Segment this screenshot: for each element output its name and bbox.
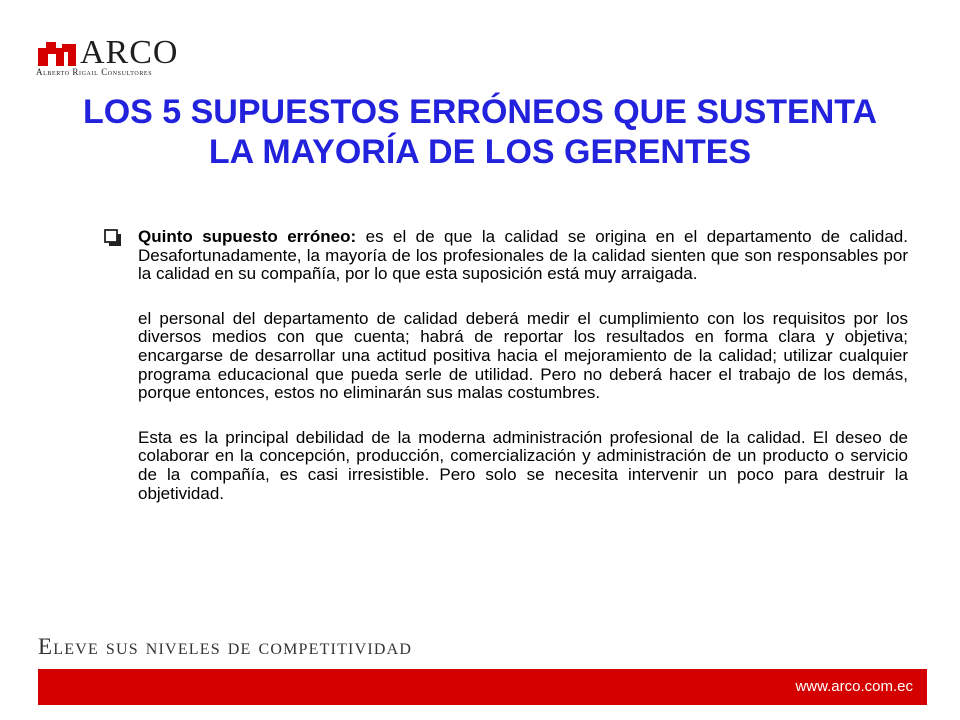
- paragraph-weakness: Esta es la principal debilidad de la moderna administración profesional de la calidad. El deseo de colaborar en la concepción, producción, comercialización y administración de un producto o servicio de la compañía, es casi irresistible. Pero solo se necesita intervenir un poco para destruir la objetividad.: [138, 427, 908, 503]
- bullet-text: es el de que la calidad se origina en el departamento de calidad. Desafortunadamente, la mayoría de los profesionales de la calidad sienten que son responsables por la calidad en su compañía, por lo que esta suposición está muy arraigada.: [138, 227, 908, 284]
- slide-body: [104, 228, 908, 503]
- arco-logo-mark-icon: [36, 38, 78, 68]
- footer-tagline: Eleve sus niveles de competitividad: [38, 634, 413, 659]
- arco-logo: [36, 34, 179, 80]
- footer-url[interactable]: www.arco.com.ec: [795, 678, 913, 695]
- footer-bar: [38, 669, 927, 705]
- checkbox-bullet-icon: [104, 229, 122, 247]
- slide-title: LOS 5 SUPUESTOS ERRÓNEOS QUE SUSTENTA LA MAYORÍA DE LOS GERENTES: [82, 93, 878, 171]
- logo-wordmark: ARCO: [80, 34, 179, 71]
- logo-subtitle: Alberto Rigail Consultores: [36, 67, 153, 77]
- bullet-lead: Quinto supuesto erróneo:: [138, 227, 357, 246]
- bullet-paragraph: [138, 228, 908, 284]
- paragraph-responsibilities: el personal del departamento de calidad deberá medir el cumplimiento con los requisitos por los diversos medios con que cuenta; habrá de reportar los resultados en forma clara y objetiva; encargarse de desarrollar una actitud positiva hacia el mejoramiento de la calidad; utilizar cualquier programa educacional que pueda serle de utilidad. Pero no deberá hacer el trabajo de los demás, porque entonces, estos no eliminarán sus malas costumbres.: [138, 308, 908, 403]
- bullet-item: [104, 228, 908, 284]
